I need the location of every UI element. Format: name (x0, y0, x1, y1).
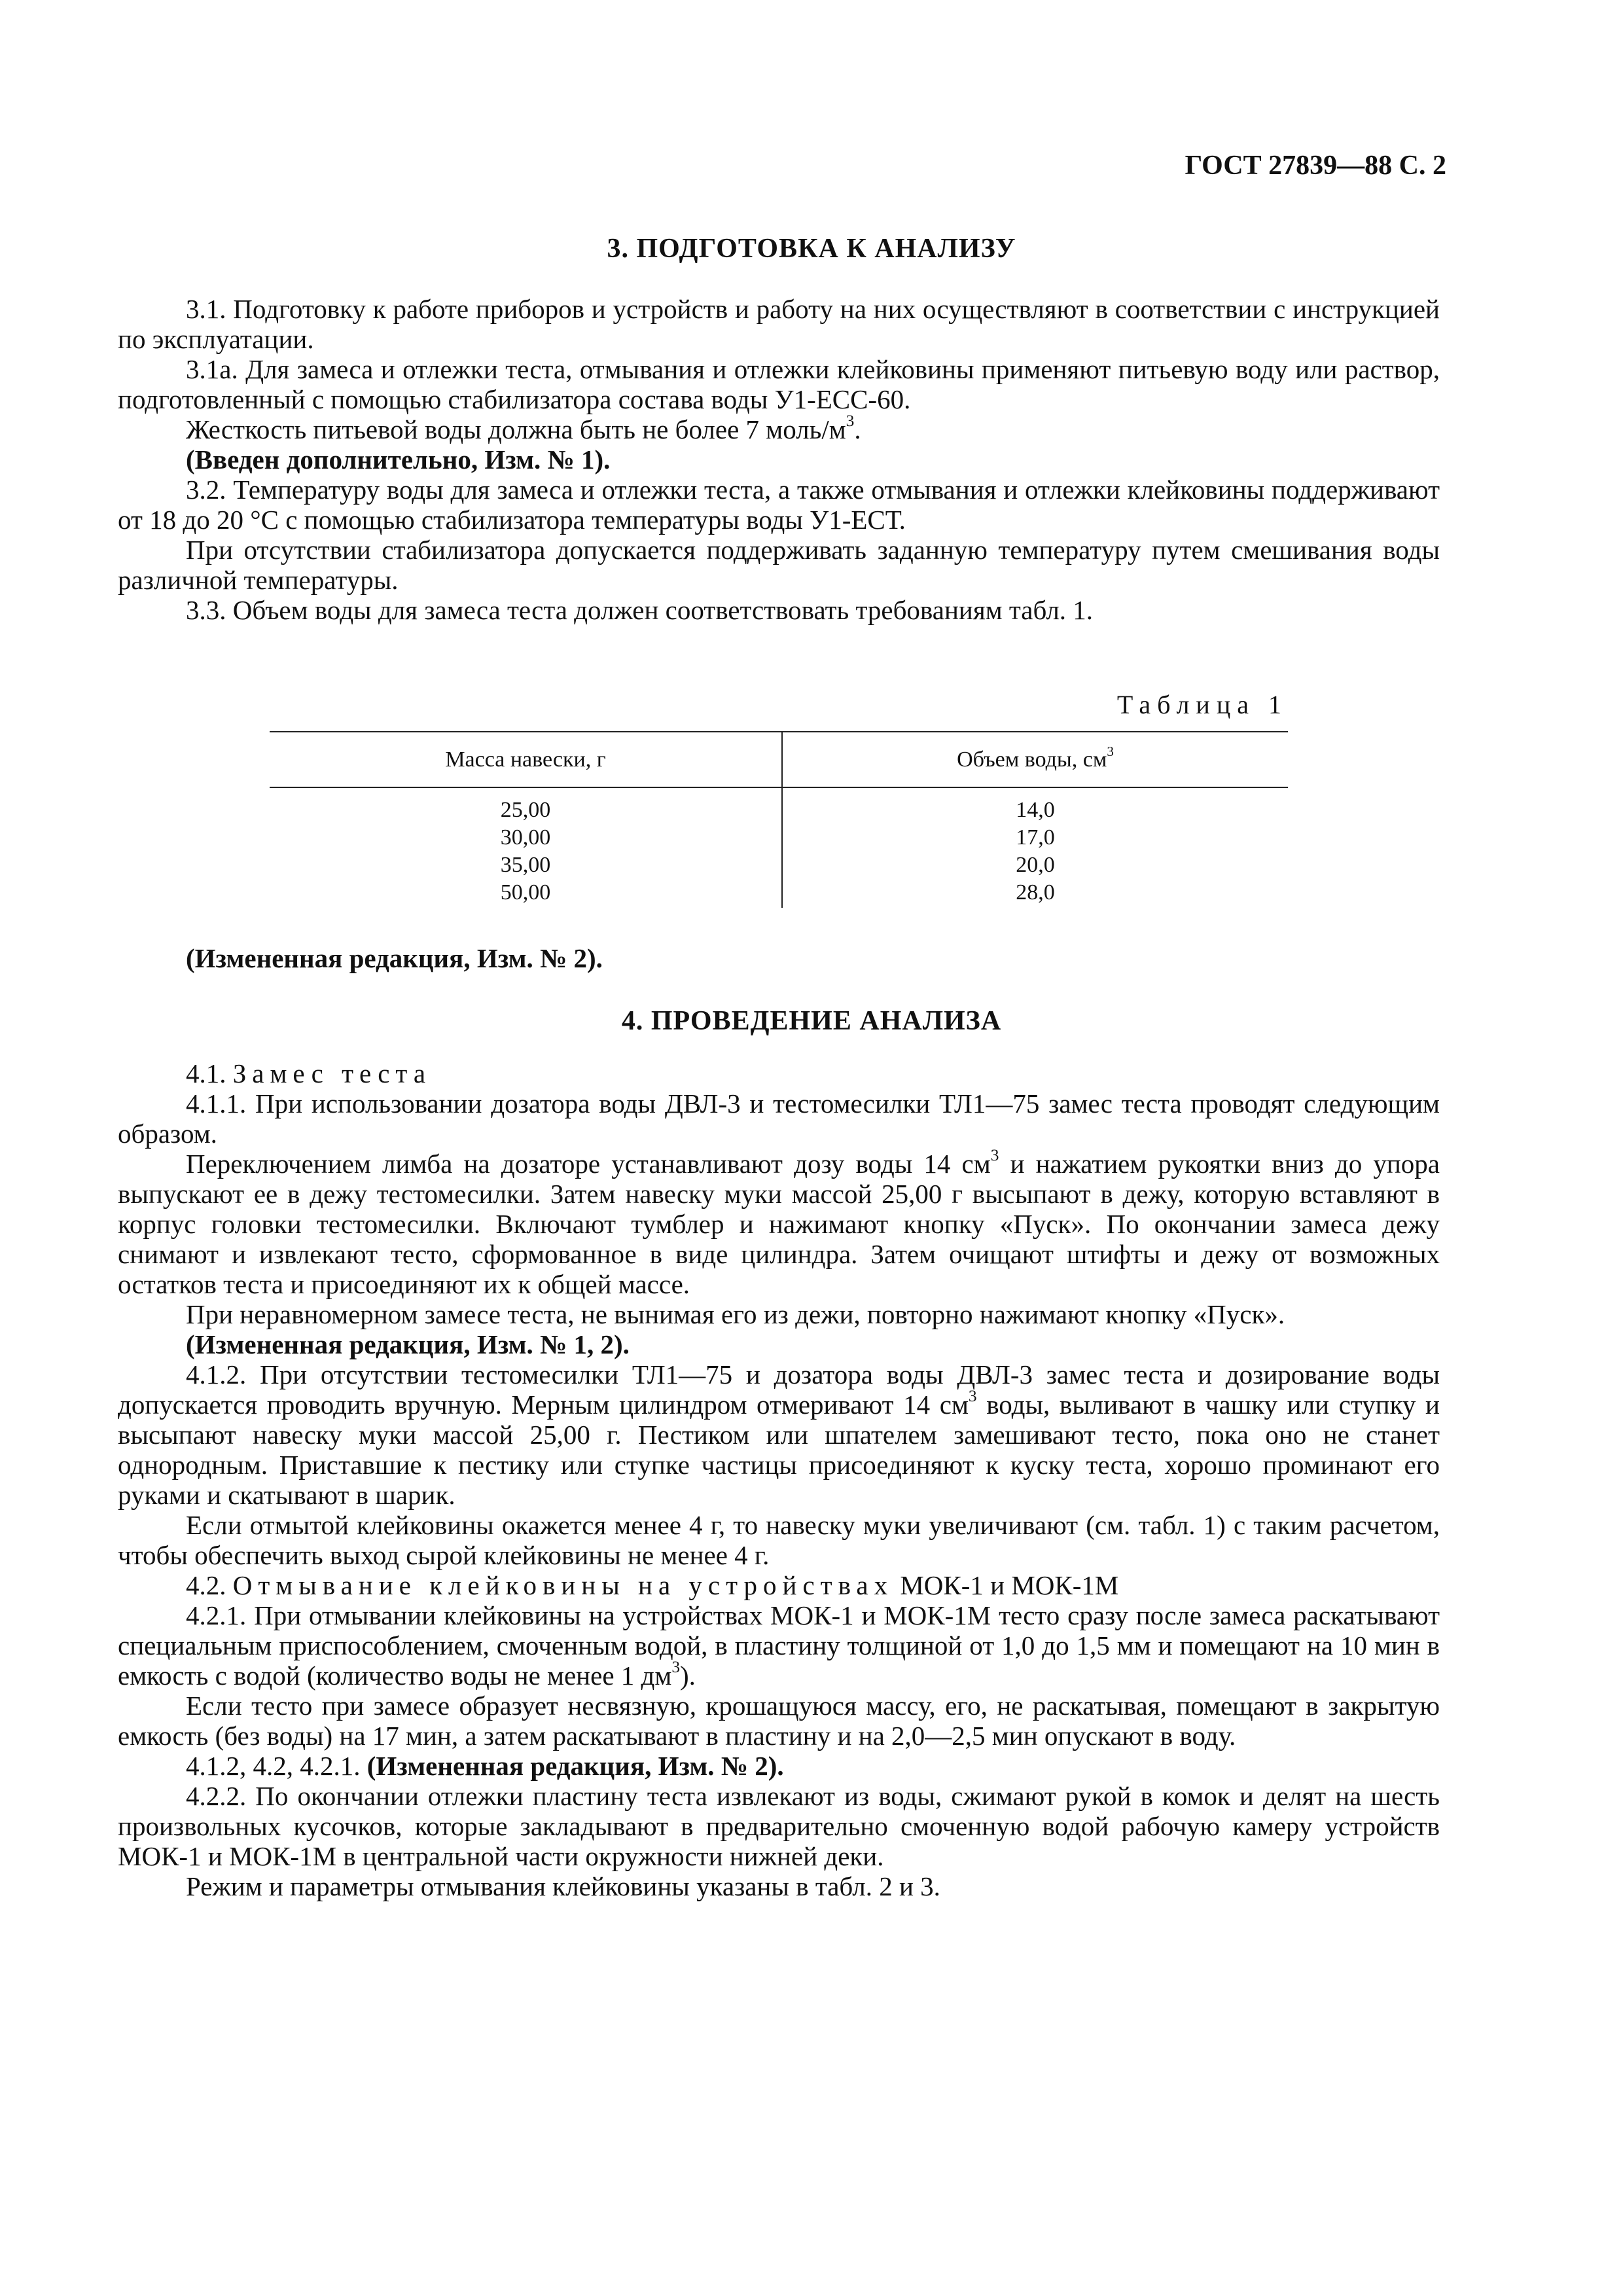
clause-title-devices: МОК-1 и МОК-1М (900, 1570, 1119, 1600)
table-cell: 20,0 (1016, 853, 1055, 877)
text: воды, выливают в чашку или ступку и высыпают навеску муки массой 25,00 г. Пестиком или шпателем замешивают тесто, пока оно не станет однородным. Приставшие к пестику или ступке частицы присоединяют к куску теста, хорошо проминают его руками и скатывают в шарик. (118, 1390, 1440, 1510)
paragraph-4-2-1 (118, 1600, 1440, 1691)
table-header-mass: Масса навески, г (445, 747, 606, 772)
table-cell: 25,00 (500, 798, 551, 822)
section-3-body (118, 294, 1440, 625)
superscript: 3 (671, 1657, 681, 1676)
clause-references: 4.1.2, 4.2, 4.2.1. (186, 1751, 361, 1781)
paragraph-4-2 (118, 1570, 1440, 1600)
paragraph-refs (118, 1751, 1440, 1781)
superscript: 3 (846, 411, 855, 430)
paragraph-4-2-2b: Режим и параметры отмывания клейковины указаны в табл. 2 и 3. (186, 1871, 940, 1901)
amendment-note-added: (Введен дополнительно, Изм. № 1). (186, 444, 611, 475)
paragraph-3-1a: 3.1а. Для замеса и отлежки теста, отмывания и отлежки клейковины применяют питьевую воду или раствор, подготовленный с помощью стабилизатора состава воды У1-ЕСС-60. (118, 354, 1440, 414)
paragraph-4-1-1c: При неравномерном замесе теста, не вынимая его из дежи, повторно нажимают кнопку «Пуск». (186, 1299, 1285, 1329)
table-cell: 35,00 (500, 853, 551, 877)
table-column-mass (270, 797, 781, 906)
paragraph-4-1-1b (118, 1145, 1440, 1299)
table-cell: 17,0 (1016, 825, 1055, 850)
paragraph-3-2: 3.2. Температуру воды для замеса и отлежки теста, а также отмывания и отлежки клейковины поддерживают от 18 до 20 °С с помощью стабилизатора температуры воды У1-ЕСТ. (118, 475, 1440, 535)
table-cell: 30,00 (500, 825, 551, 850)
paragraph-3-2b: При отсутствии стабилизатора допускается поддерживать заданную температуру путем смешивания воды различной температуры. (118, 535, 1440, 595)
text: Переключением лимба на дозаторе устанавливают дозу воды 14 см (186, 1149, 991, 1179)
document-header: ГОСТ 27839—88 С. 2 (1185, 151, 1446, 181)
paragraph-4-1 (118, 1058, 1440, 1088)
paragraph-4-1-2b: Если отмытой клейковины окажется менее 4 г, то навеску муки увеличивают (см. табл. 1) с таким расчетом, чтобы обеспечить выход сырой клейковины не менее 4 г. (118, 1510, 1440, 1570)
clause-number: 4.2. (186, 1570, 226, 1600)
table-1-label: Таблица 1 (1116, 690, 1288, 719)
water-hardness-text: Жесткость питьевой воды должна быть не более 7 моль/м (186, 414, 846, 444)
table-header-rule (270, 787, 1288, 788)
section-3-heading: 3. ПОДГОТОВКА К АНАЛИЗУ (607, 234, 1016, 264)
text: ). (680, 1660, 696, 1691)
paragraph-4-1-2 (118, 1359, 1440, 1510)
clause-number: 4.1. (186, 1058, 226, 1088)
paragraph-4-1-1: 4.1.1. При использовании дозатора воды ДВЛ-3 и тестомесилки ТЛ1—75 замес теста проводят следующим образом. (118, 1088, 1440, 1149)
paragraph-water-hardness (118, 411, 1440, 444)
amendment-note-4-2-1: (Измененная редакция, Изм. № 2). (366, 1751, 784, 1781)
table-1 (270, 731, 1288, 908)
text: 4.1.2. При отсутствии тестомесилки ТЛ1—75 и дозатора воды ДВЛ-3 замес теста и дозирование воды допускается проводить вручную. Мерным цилиндром отмеривают 14 см (118, 1359, 1440, 1420)
amendment-note-table: (Измененная редакция, Изм. № 2). (186, 943, 603, 973)
paragraph-4-2-2: 4.2.2. По окончании отлежки пластину теста извлекают из воды, сжимают рукой в комок и делят на шесть произвольных кусочков, которые закладывают в предварительно смоченную водой рабочую камеру устройств МОК-1 и МОК-1М в центральной части окружности нижней деки. (118, 1781, 1440, 1871)
superscript: 3 (990, 1145, 999, 1164)
table-top-rule (270, 731, 1288, 732)
table-header-volume-text: Объем воды, см (957, 747, 1107, 772)
text: 4.2.1. При отмывании клейковины на устройствах МОК-1 и МОК-1М тесто сразу после замеса раскатывают специальным приспособлением, смоченным водой, в пластину толщиной от 1,0 до 1,5 мм и помещают на 10 мин в емкость с водой (количество воды не менее 1 дм (118, 1600, 1440, 1691)
table-column-volume (783, 797, 1288, 906)
paragraph-3-1: 3.1. Подготовку к работе приборов и устройств и работу на них осуществляют в соответствии с инструкцией по эксплуатации. (118, 294, 1440, 354)
amendment-note-4-1-1: (Измененная редакция, Изм. № 1, 2). (186, 1329, 630, 1359)
paragraph-4-2-1b: Если тесто при замесе образует несвязную, крошащуюся массу, его, не раскатывая, помещают в закрытую емкость (без воды) на 17 мин, а затем раскатывают в пластину и на 2,0—2,5 мин опускают в воду. (118, 1691, 1440, 1751)
table-cell: 14,0 (1016, 798, 1055, 822)
clause-title-gluten-washing: Отмывание клейковины на устройствах (232, 1570, 894, 1600)
table-cell: 50,00 (500, 880, 551, 905)
table-amendment (118, 943, 1440, 973)
paragraph-3-3: 3.3. Объем воды для замеса теста должен соответствовать требованиям табл. 1. (186, 595, 1094, 625)
punctuation: . (854, 414, 861, 444)
table-cell: 28,0 (1016, 880, 1055, 905)
section-4-body (118, 1058, 1440, 1901)
table-header-volume (783, 744, 1288, 773)
superscript: 3 (1107, 744, 1114, 760)
superscript: 3 (968, 1386, 977, 1405)
section-4-heading: 4. ПРОВЕДЕНИЕ АНАЛИЗА (621, 1006, 1002, 1036)
text: и нажатием рукоятки вниз до упора выпускают ее в дежу тестомесилки. Затем навеску муки массой 25,00 г высыпают в дежу, которую вставляют в корпус головки тестомесилки. Включают тумблер и нажимают кнопку «Пуск». По окончании замеса дежу снимают и извлекают тесто, сформованное в виде цилиндра. Затем очищают штифты и дежу от возможных остатков теста и присоединяют их к общей массе. (118, 1149, 1440, 1299)
clause-title-dough-mixing: Замес теста (232, 1058, 432, 1088)
